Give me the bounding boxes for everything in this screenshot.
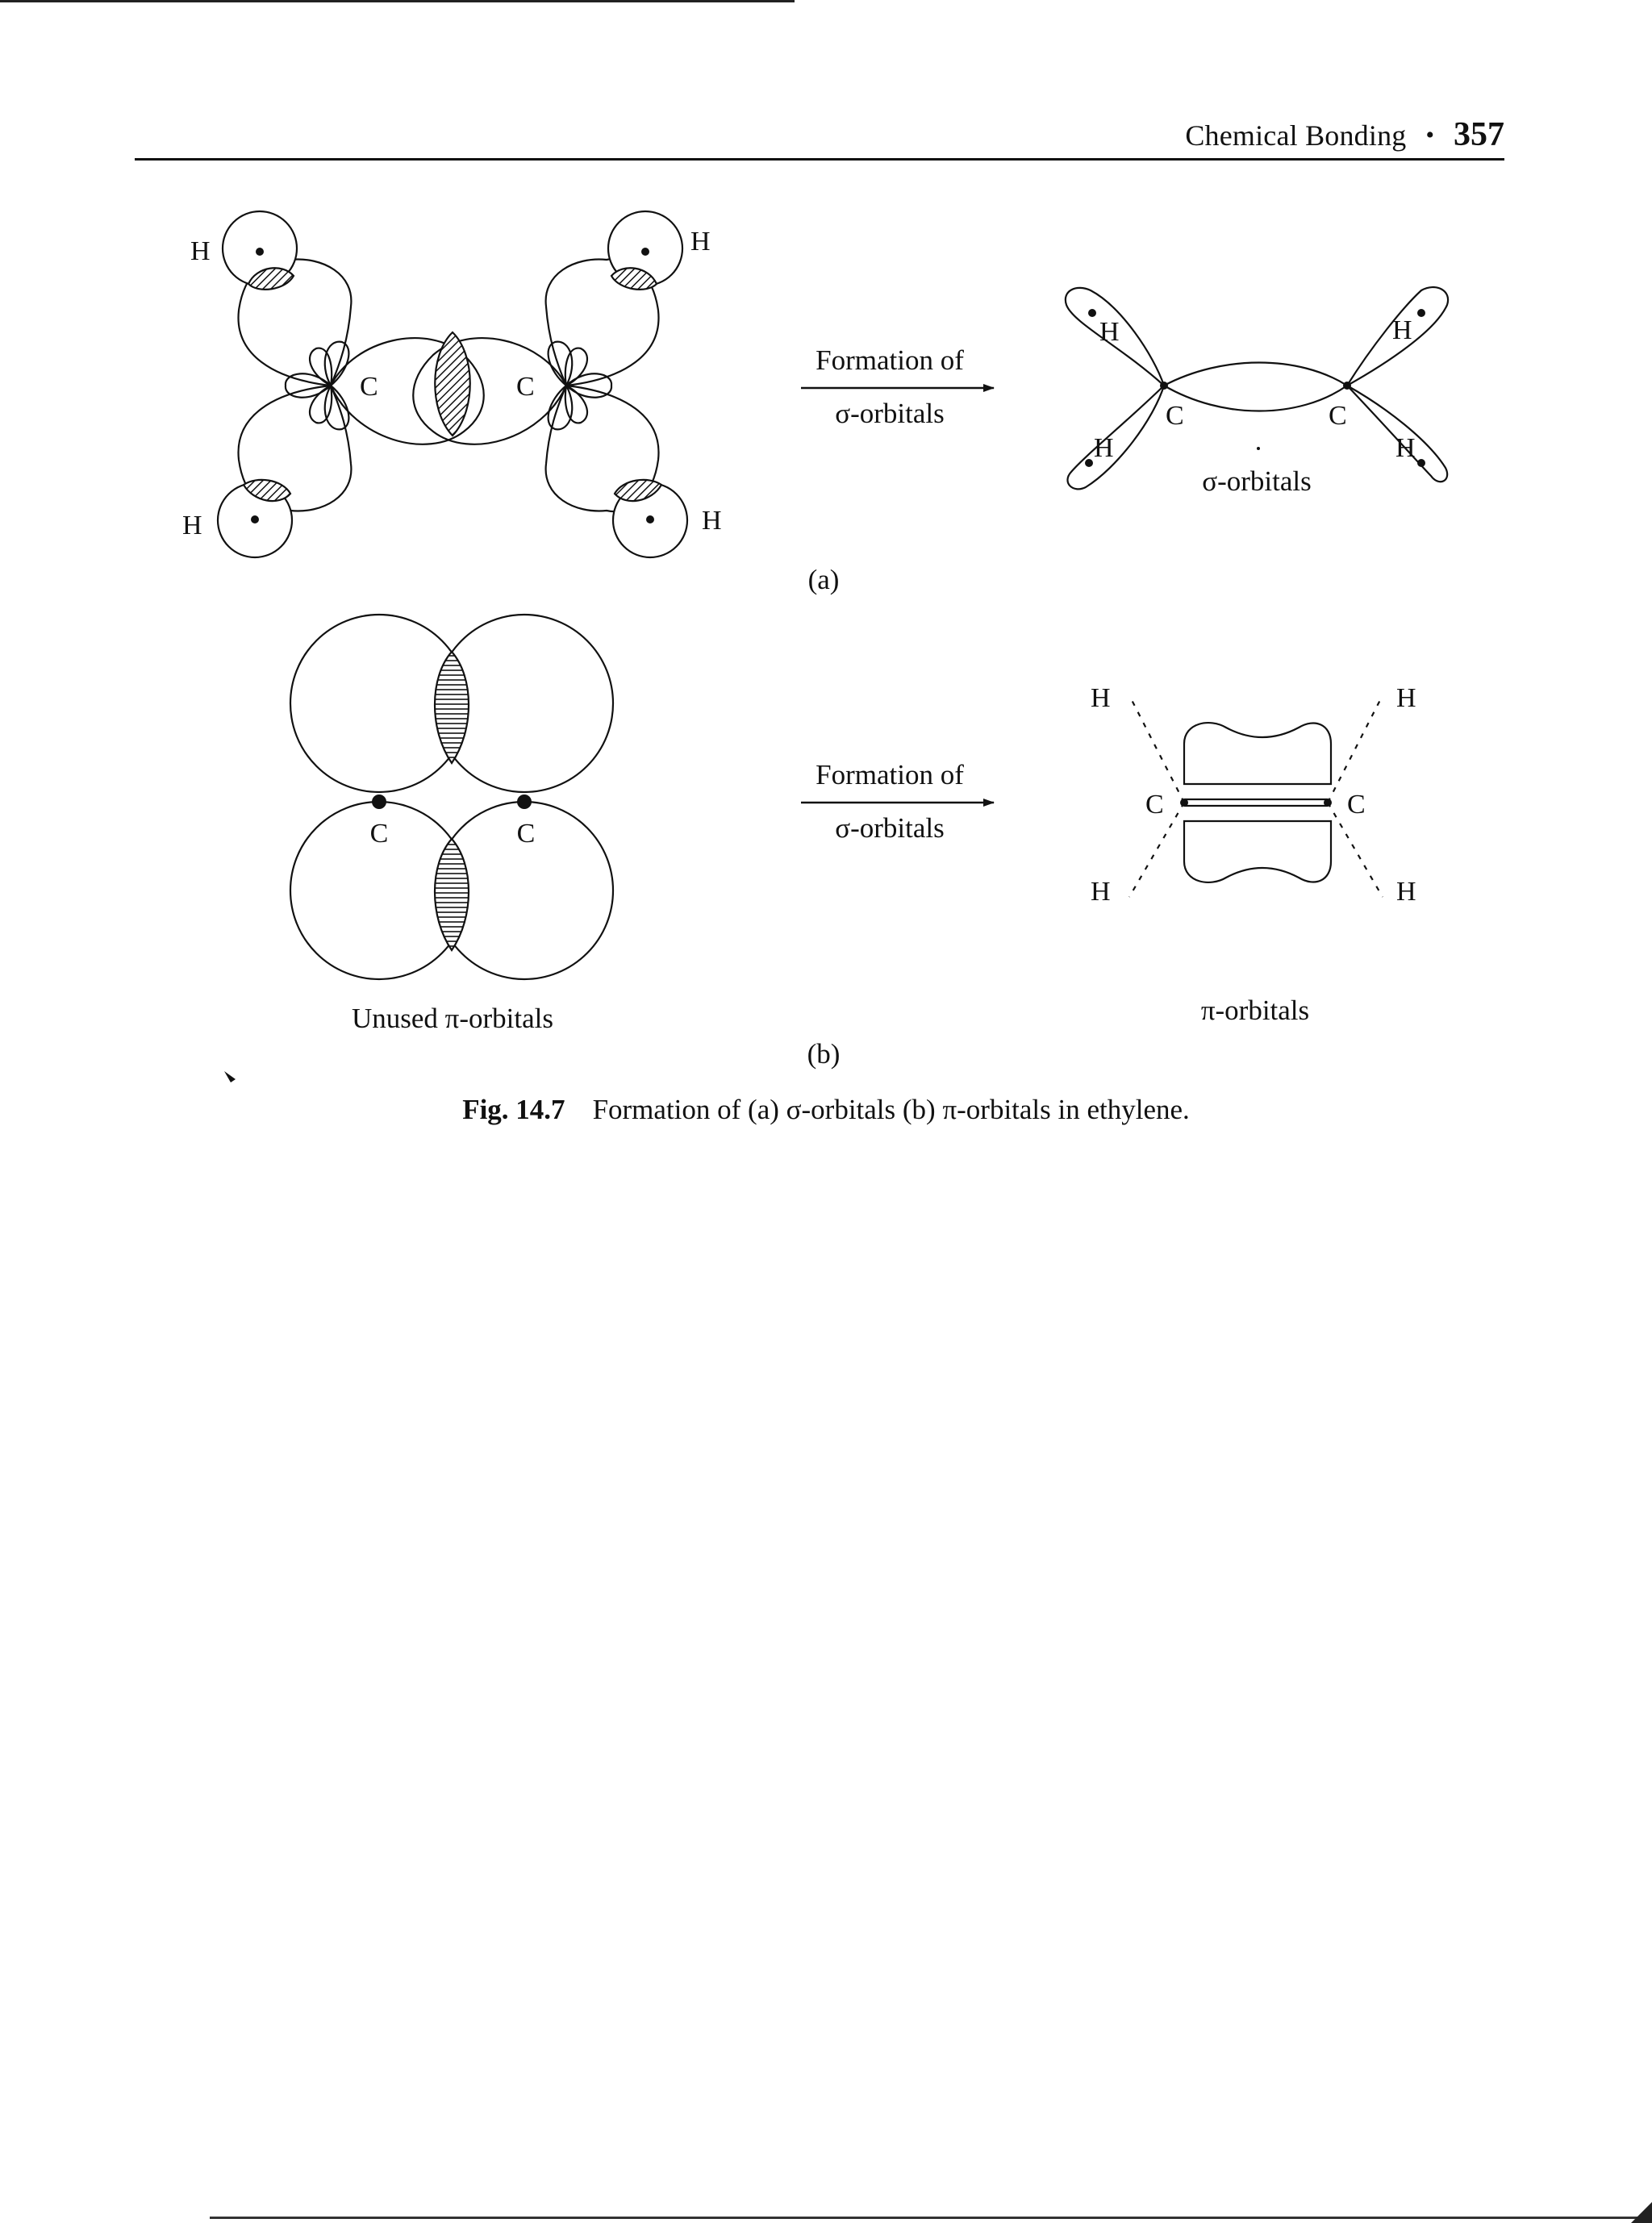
part-a-formation-arrow xyxy=(801,344,994,429)
sigma-cc-overlap xyxy=(435,332,470,436)
ch-bond-upper-right xyxy=(1328,695,1383,803)
c-label: C xyxy=(369,819,389,849)
pi-orbitals-caption: π-orbitals xyxy=(1200,995,1310,1026)
pi-overlap-upper xyxy=(435,652,469,763)
h-label: H xyxy=(1094,433,1114,463)
scan-edge-bottom xyxy=(210,2217,1652,2219)
c-nucleus-dot xyxy=(1160,382,1168,390)
arrow-label-line1: Formation of xyxy=(816,759,964,790)
sigma-cc-bond-lobe xyxy=(1164,363,1347,411)
part-b-formation-arrow xyxy=(801,759,994,844)
part-a-sp2-overlap-diagram xyxy=(218,211,687,557)
pi-overlap-lower xyxy=(435,839,469,950)
h-label: H xyxy=(1396,683,1416,713)
h-label: H xyxy=(1392,315,1412,345)
h-nucleus-dot xyxy=(251,515,259,523)
h-label: H xyxy=(1091,877,1111,907)
part-b-label: (b) xyxy=(807,1038,841,1070)
h-label: H xyxy=(702,506,722,536)
page-number: 357 xyxy=(1454,116,1504,153)
h-nucleus-dot xyxy=(1417,309,1425,317)
h-label: H xyxy=(1396,877,1416,907)
c-nucleus-dot xyxy=(372,795,386,809)
h-nucleus-dot xyxy=(1417,459,1425,467)
scan-corner-mark xyxy=(1631,2202,1652,2223)
c-label: C xyxy=(1347,790,1366,820)
c-nucleus-dot xyxy=(1343,382,1351,390)
figure-number: Fig. 14.7 xyxy=(462,1094,565,1125)
bullet-separator: • xyxy=(1425,122,1434,148)
part-b-right-labels xyxy=(1091,683,1416,1026)
h-label: H xyxy=(182,511,202,540)
c-label: C xyxy=(360,372,378,402)
c2-small-lobe-up xyxy=(549,342,573,386)
ch-bond-upper-left xyxy=(1129,695,1184,803)
h-label: H xyxy=(690,227,711,256)
c-label: C xyxy=(516,819,536,849)
pi-lobe-lower xyxy=(1184,821,1331,882)
part-b-unused-p-orbitals xyxy=(290,615,613,979)
pi-lobe-upper xyxy=(1184,723,1331,784)
sigma-orbitals-caption: σ-orbitals xyxy=(1202,465,1312,497)
h-label: H xyxy=(1099,317,1120,347)
c-nucleus-dot xyxy=(1180,799,1188,807)
arrow-label-line2: σ-orbitals xyxy=(835,812,945,844)
h-label: H xyxy=(1091,683,1111,713)
figure-caption xyxy=(0,1094,1652,1126)
arrow-label-line1: Formation of xyxy=(816,344,964,376)
h-nucleus-dot xyxy=(256,248,264,256)
h-label: H xyxy=(190,236,211,266)
c-label: C xyxy=(1166,401,1184,431)
part-a-sigma-framework xyxy=(1066,287,1448,489)
h-nucleus-dot xyxy=(1088,309,1096,317)
stray-dot xyxy=(1257,447,1260,450)
figure-caption-text: Formation of (a) σ-orbitals (b) π-orbitals in ethylene. xyxy=(592,1094,1190,1125)
c-label: C xyxy=(1329,401,1347,431)
chapter-title: Chemical Bonding xyxy=(1185,119,1407,152)
arrow-label-line2: σ-orbitals xyxy=(835,398,945,429)
part-a-label: (a) xyxy=(807,564,840,595)
c-label: C xyxy=(1145,790,1164,820)
h-nucleus-dot xyxy=(641,248,649,256)
scan-speck xyxy=(224,1071,236,1082)
h-nucleus-dot xyxy=(1085,459,1093,467)
c-nucleus-dot xyxy=(517,795,532,809)
unused-pi-orbitals-caption: Unused π-orbitals xyxy=(352,1003,553,1034)
c-label: C xyxy=(516,372,535,402)
c1-small-lobe-up xyxy=(325,342,349,386)
h-nucleus-dot xyxy=(646,515,654,523)
part-b-left-dots xyxy=(372,795,532,809)
part-b-pi-bond-diagram xyxy=(1129,695,1383,897)
sigma-ch-lobe-lower-left xyxy=(1067,386,1164,489)
h-label: H xyxy=(1395,433,1416,463)
c-nucleus-dot xyxy=(1324,799,1332,807)
